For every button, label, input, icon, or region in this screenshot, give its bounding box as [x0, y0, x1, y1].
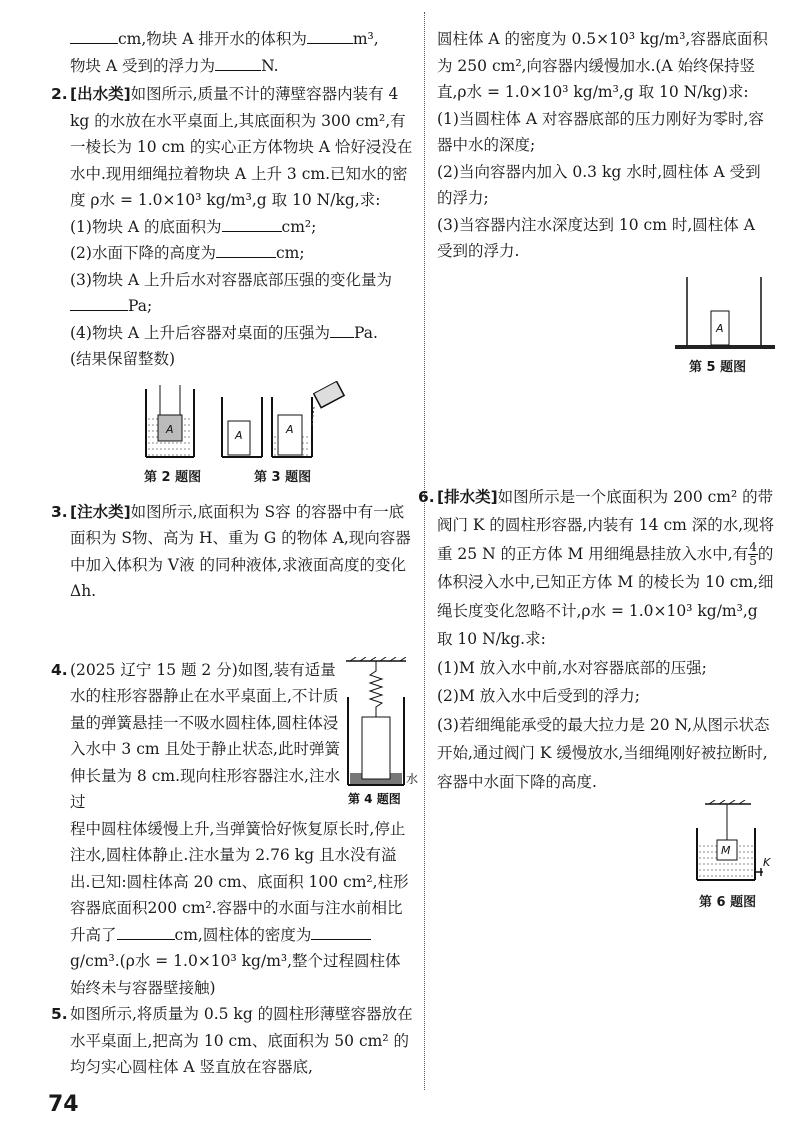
valve-label: K — [763, 856, 771, 869]
question-number: 3. — [51, 502, 68, 521]
question-2 — [51, 81, 416, 373]
figure-5-caption: 第 5 题图 — [689, 359, 747, 375]
subquestion-text: Pa. — [354, 323, 378, 342]
block-label: A — [286, 422, 294, 436]
question-text: cm,圆柱体的密度为 — [174, 925, 312, 944]
question-note: (结果保留整数) — [70, 350, 176, 368]
question-number: 2. — [51, 85, 68, 103]
question-text: 的体积浸入水中,已知正方体 M 的棱长为 10 cm,细绳长度变化忽略不计,ρ水 = 1.0×10³ kg/m³,g 取 10 N/kg.求: — [437, 544, 774, 648]
fraction — [748, 541, 758, 568]
figure-5 — [437, 273, 775, 383]
question-4 — [51, 657, 418, 1002]
answer-blank[interactable] — [222, 215, 282, 232]
question-tag: [排水类] — [437, 487, 498, 506]
question-text: (2025 辽宁 15 题 2 分)如图,装有适量水的柱形容器静止在水平桌面上,不计质量的弹簧悬挂一不吸水圆柱体,圆柱体浸入水中 3 cm 且处于静止状态,此时弹簧伸长量为 8 cm.现向柱形容器注水,注水过 — [70, 660, 340, 811]
answer-blank[interactable] — [70, 27, 118, 44]
question-text: 如图所示,质量不计的薄壁容器内装有 4 kg 的水放在水平桌面上,其底面积为 300 cm²,有一棱长为 10 cm 的实心正方体物块 A 恰好浸没在水中.现用细绳拉着物块 A 上升 3 cm.已知水的密度 ρ水 = 1.0×10³ kg/m³,g 取 10 N/kg,求: — [70, 85, 413, 209]
question-text: g/cm³.(ρ水 = 1.0×10³ kg/m³,整个过程圆柱体始终未与容器壁接触) — [70, 952, 401, 997]
figure-2-caption: 第 2 题图 — [144, 469, 202, 485]
block-label: A — [235, 428, 243, 442]
figure-3-caption: 第 3 题图 — [254, 469, 312, 485]
cube-label: M — [721, 844, 731, 857]
subquestion-text: Pa; — [128, 297, 153, 315]
figure-4-diagram — [342, 657, 418, 817]
subquestion-text: cm²; — [281, 217, 317, 236]
question-3 — [51, 499, 416, 605]
cylinder-label: A — [716, 321, 724, 335]
question-text: 程中圆柱体缓慢上升,当弹簧恰好恢复原长时,停止注水,圆柱体静止.注水量为 2.76 kg 且水没有溢出.已知:圆柱体高 20 cm、底面积 100 cm²,柱形容器底面积200 cm².容器中的水面与注水前相比升高了 — [70, 819, 409, 944]
question-number: 4. — [51, 660, 68, 679]
subquestion-text: (4)物块 A 上升后容器对桌面的压强为 — [70, 323, 331, 342]
question-text: 如图所示是一个底面积为 200 cm² 的带阀门 K 的圆柱形容器,内装有 14 cm 深的水,现将重 25 N 的正方体 M 用细绳悬挂放入水中,有 — [437, 487, 775, 563]
fraction-numerator: 4 — [749, 540, 757, 554]
column-divider — [424, 12, 425, 1090]
subquestion-text: (1)M 放入水中前,水对容器底部的压强; — [437, 658, 707, 677]
answer-blank[interactable] — [216, 241, 276, 258]
question-tag: [出水类] — [70, 85, 131, 103]
question-text: 如图所示,底面积为 S容 的容器中有一底面积为 S物、高为 H、重为 G 的物体 A,现向容器中加入体积为 V液 的同种液体,求液面高度的变化 Δh. — [70, 502, 411, 600]
question-number: 6. — [418, 487, 435, 506]
figure-6-caption: 第 6 题图 — [699, 895, 757, 910]
subquestion-text: (2)M 放入水中后受到的浮力; — [437, 687, 640, 705]
fraction-denominator: 5 — [749, 554, 757, 568]
figures-2-3 — [70, 381, 416, 493]
question-5-text: 圆柱体 A 的密度为 0.5×10³ kg/m³,容器底面积为 250 cm²,向容器内缓慢加水.(A 始终保持竖直,ρ水 = 1.0×10³ kg/m³,g 取 10 N/kg)求: — [437, 30, 768, 101]
figure-5-diagram — [675, 273, 775, 353]
answer-blank[interactable] — [330, 321, 354, 338]
subquestion-text: (2)水面下降的高度为 — [70, 244, 216, 262]
subquestion-text: (3)若细绳能承受的最大拉力是 20 N,从图示状态开始,通过阀门 K 缓慢放水,当细绳刚好被拉断时,容器中水面下降的高度. — [437, 715, 770, 791]
answer-blank[interactable] — [215, 54, 261, 71]
answer-blank[interactable] — [117, 923, 175, 940]
subquestion-text: cm; — [275, 244, 305, 262]
question-tag: [注水类] — [70, 502, 131, 521]
water-label: 水 — [406, 771, 418, 786]
answer-blank[interactable] — [307, 27, 353, 44]
figure-3-diagram — [220, 381, 346, 461]
q1-text: m³, — [352, 30, 379, 48]
question-6 — [418, 483, 775, 797]
left-column — [51, 26, 418, 1081]
q1-text: 物块 A 受到的浮力为 — [70, 56, 216, 75]
subquestion-text: (1)当圆柱体 A 对容器底部的压力刚好为零时,容器中水的深度; — [437, 109, 764, 154]
q1-text: cm,物块 A 排开水的体积为 — [118, 30, 307, 48]
subquestion-text: (1)物块 A 的底面积为 — [70, 217, 222, 236]
question-5 — [51, 1001, 416, 1081]
answer-blank[interactable] — [311, 923, 371, 940]
question-number: 5. — [51, 1005, 68, 1023]
question-text: 如图所示,将质量为 0.5 kg 的圆柱形薄壁容器放在水平桌面上,把高为 10 cm、底面积为 50 cm² 的均匀实心圆柱体 A 竖直放在容器底, — [70, 1005, 413, 1076]
subquestion-text: (3)物块 A 上升后水对容器底部压强的变化量为 — [70, 270, 393, 289]
q1-text: N. — [261, 56, 279, 75]
right-column — [418, 26, 775, 910]
figure-2-diagram — [142, 385, 198, 461]
figure-6-diagram — [691, 800, 775, 886]
figure-4-caption: 第 4 题图 — [348, 791, 401, 806]
answer-blank[interactable] — [70, 294, 128, 311]
figure-6 — [437, 800, 775, 910]
subquestion-text: (2)当向容器内加入 0.3 kg 水时,圆柱体 A 受到的浮力; — [437, 162, 761, 207]
page-number: 74 — [48, 1092, 79, 1117]
q1-continuation — [70, 26, 416, 79]
block-label: A — [166, 422, 174, 436]
subquestion-text: (3)当容器内注水深度达到 10 cm 时,圆柱体 A 受到的浮力. — [437, 215, 755, 260]
